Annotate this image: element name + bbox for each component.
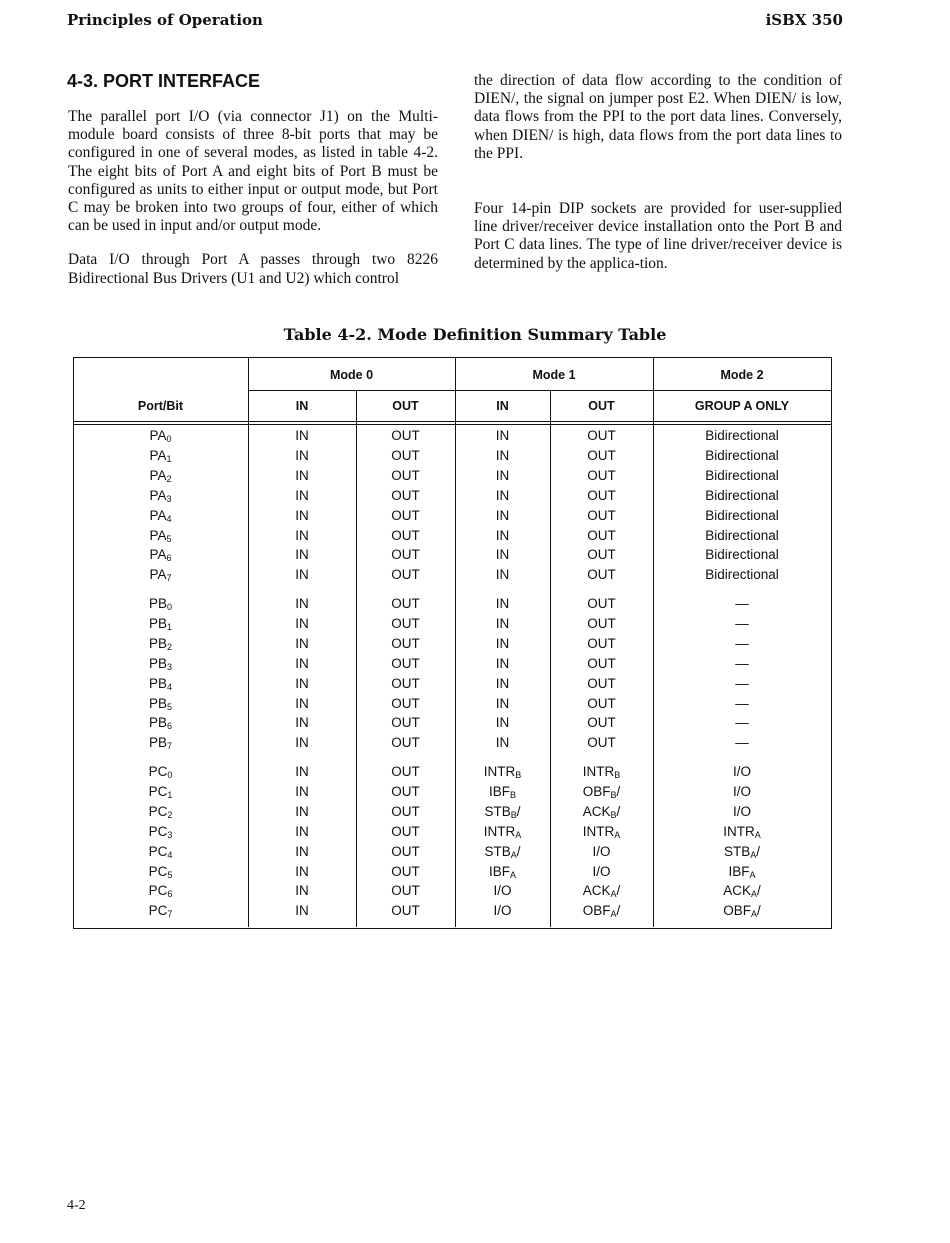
cell-mode0-in: IN <box>295 803 309 819</box>
cell-mode1-out: $OBF_A/$ <box>582 903 621 920</box>
cell-mode2: $INTR_A$ <box>723 823 761 840</box>
cell-mode1-out: OUT <box>587 695 616 711</box>
cell-mode2: — <box>735 615 749 631</box>
cell-mode1-in: IN <box>495 715 510 731</box>
cell-mode1-out: OUT <box>587 527 616 543</box>
cell-mode2: — <box>735 735 749 751</box>
paragraph-port-io: The parallel port I/O (via connector J1) on the Multi-module board consists of three 8-bit ports that may be configured in one of several modes, as listed in table 4-2. The eight bits of Port A and eight bits of Port B must be configured as units to either input or output mode, but Port C may be broken into two groups of four, either of which can be used in input and/or output mode. <box>68 108 438 235</box>
header-mode-1: Mode 1 <box>532 368 576 382</box>
cell-mode0-out: OUT <box>391 428 420 443</box>
cell-mode2: Bidirectional <box>705 447 779 463</box>
cell-mode1-in: IN <box>495 527 510 543</box>
cell-mode1-out: OUT <box>587 635 616 651</box>
cell-mode1-out: $OBF_B/$ <box>582 783 621 800</box>
cell-mode0-out: OUT <box>391 903 420 919</box>
cell-mode1-out: OUT <box>587 567 616 583</box>
right-text-column <box>474 72 842 273</box>
cell-mode1-in: I/O <box>493 883 512 899</box>
cell-mode0-out: OUT <box>391 547 420 563</box>
header-mode1-out: OUT <box>588 399 615 413</box>
cell-mode0-out: OUT <box>391 467 420 483</box>
cell-mode0-out: OUT <box>391 803 420 819</box>
cell-mode2: Bidirectional <box>705 487 779 503</box>
cell-mode1-out: $ACK_B/$ <box>582 803 621 820</box>
cell-mode2: Bidirectional <box>705 547 779 563</box>
header-rule-lower <box>73 421 831 422</box>
cell-mode2: I/O <box>732 764 751 779</box>
cell-mode0-in: IN <box>295 843 309 859</box>
header-rule-double <box>73 424 831 425</box>
cell-mode0-in: IN <box>295 547 309 563</box>
cell-mode0-out: OUT <box>391 635 420 651</box>
cell-mode0-in: IN <box>295 507 309 523</box>
running-header-left: Principles of Operation <box>67 11 263 29</box>
cell-port-bit: $PC_2$ <box>148 803 173 820</box>
cell-mode2: — <box>735 675 749 691</box>
cell-mode0-in: IN <box>295 783 309 799</box>
cell-mode2: $IBF_A$ <box>728 863 756 880</box>
cell-mode0-in: IN <box>295 863 309 879</box>
cell-mode1-out: OUT <box>587 715 616 731</box>
cell-port-bit: $PC_5$ <box>148 863 173 880</box>
cell-mode2: I/O <box>732 803 751 819</box>
cell-port-bit: $PC_6$ <box>148 883 173 900</box>
header-mode1-in: IN <box>496 399 509 413</box>
cell-mode1-in: IN <box>495 507 510 523</box>
cell-mode0-in: IN <box>295 675 309 691</box>
cell-mode1-in: IN <box>495 615 510 631</box>
cell-mode1-out: OUT <box>587 615 616 631</box>
cell-mode2: $STB_A/$ <box>723 843 761 860</box>
cell-port-bit: $PB_3$ <box>148 655 173 672</box>
table-title: Table 4-2. Mode Definition Summary Table <box>283 325 667 344</box>
cell-mode1-in: IN <box>495 675 510 691</box>
cell-mode0-out: OUT <box>391 615 420 631</box>
cell-port-bit: $PB_4$ <box>148 675 173 692</box>
cell-mode0-out: OUT <box>391 507 420 523</box>
cell-mode2: Bidirectional <box>705 507 779 523</box>
cell-port-bit: $PC_7$ <box>148 903 173 920</box>
cell-mode0-in: IN <box>295 635 309 651</box>
cell-mode1-in: IN <box>495 428 510 443</box>
cell-mode2: Bidirectional <box>705 527 779 543</box>
cell-mode0-out: OUT <box>391 567 420 583</box>
cell-mode0-in: IN <box>295 527 309 543</box>
cell-mode1-in: $INTR_B$ <box>483 764 522 780</box>
section-title: 4-3. PORT INTERFACE <box>67 71 261 91</box>
cell-mode0-out: OUT <box>391 695 420 711</box>
cell-port-bit: $PA_4$ <box>149 507 172 524</box>
cell-port-bit: $PB_2$ <box>148 635 173 652</box>
cell-port-bit: $PA_2$ <box>149 467 172 484</box>
cell-mode0-in: IN <box>295 883 309 899</box>
cell-mode1-out: $INTR_A$ <box>582 823 621 840</box>
cell-mode0-in: IN <box>295 428 309 443</box>
cell-port-bit: $PA_0$ <box>149 428 172 444</box>
cell-mode1-out: OUT <box>587 447 616 463</box>
cell-mode0-in: IN <box>295 596 309 611</box>
cell-port-bit: $PC_0$ <box>148 764 173 780</box>
cell-mode1-out: OUT <box>587 655 616 671</box>
cell-mode1-in: $STB_B/$ <box>484 803 521 820</box>
cell-mode1-in: $IBF_B$ <box>488 783 517 800</box>
header-mode0-out: OUT <box>392 399 419 413</box>
cell-mode0-in: IN <box>295 823 309 839</box>
cell-mode1-in: IN <box>495 547 510 563</box>
cell-mode0-out: OUT <box>391 527 420 543</box>
cell-mode0-in: IN <box>295 467 309 483</box>
paragraph-data-direction: the direction of data flow according to the condition of DIEN/, the signal on jumper post E2. When DIEN/ is low, data flows from the PPI to the port data lines. Conversely, when DIEN/ is high, data flows from the port data lines to the PPI. <box>474 72 842 162</box>
cell-mode0-out: OUT <box>391 715 420 731</box>
cell-mode2: I/O <box>732 783 751 799</box>
cell-mode0-out: OUT <box>391 735 420 751</box>
header-mode2-group-a: GROUP A ONLY <box>694 399 790 413</box>
cell-port-bit: $PC_4$ <box>148 843 173 860</box>
cell-mode1-out: OUT <box>587 675 616 691</box>
cell-port-bit: $PA_7$ <box>149 567 172 584</box>
cell-mode1-in: I/O <box>493 903 512 919</box>
cell-mode2: $ACK_A/$ <box>723 883 761 900</box>
cell-mode1-in: IN <box>495 447 510 463</box>
cell-mode1-in: IN <box>495 635 510 651</box>
cell-port-bit: $PB_1$ <box>148 615 173 632</box>
cell-mode0-out: OUT <box>391 596 420 611</box>
cell-port-bit: $PB_7$ <box>148 735 173 752</box>
cell-mode0-out: OUT <box>391 447 420 463</box>
cell-mode0-in: IN <box>295 655 309 671</box>
cell-mode2: $OBF_A/$ <box>723 903 761 920</box>
cell-mode1-out: OUT <box>587 467 616 483</box>
cell-mode2: Bidirectional <box>705 467 779 483</box>
cell-mode1-out: OUT <box>587 547 616 563</box>
cell-mode0-out: OUT <box>391 783 420 799</box>
cell-mode1-in: $IBF_A$ <box>488 863 517 880</box>
mode-definition-table <box>73 357 832 929</box>
cell-mode1-in: IN <box>495 655 510 671</box>
cell-mode0-in: IN <box>295 764 309 779</box>
cell-mode2: Bidirectional <box>705 428 779 443</box>
cell-port-bit: $PA_3$ <box>149 487 172 504</box>
cell-mode1-out: OUT <box>587 428 616 443</box>
cell-mode1-out: OUT <box>587 487 616 503</box>
header-mode-0: Mode 0 <box>329 368 374 382</box>
cell-mode1-in: $INTR_A$ <box>483 823 522 840</box>
paragraph-data-io: Data I/O through Port A passes through two 8226 Bidirectional Bus Drivers (U1 and U2) which control <box>68 251 438 287</box>
cell-mode0-out: OUT <box>391 843 420 859</box>
cell-port-bit: $PA_1$ <box>149 447 172 464</box>
paragraph-dip-sockets: Four 14-pin DIP sockets are provided for user-supplied line driver/receiver device installation onto the Port B and Port C data lines. The type of line driver/receiver device is determined by the applica-tion. <box>474 200 842 272</box>
cell-mode0-out: OUT <box>391 487 420 503</box>
header-rule-upper <box>248 390 831 391</box>
cell-mode0-in: IN <box>295 715 309 731</box>
cell-mode0-out: OUT <box>391 764 420 779</box>
cell-mode2: — <box>735 715 749 731</box>
cell-port-bit: $PA_5$ <box>149 527 172 544</box>
cell-port-bit: $PC_3$ <box>148 823 173 840</box>
cell-mode0-out: OUT <box>391 823 420 839</box>
cell-port-bit: $PC_1$ <box>148 783 173 800</box>
page-number: 4-2 <box>67 1198 86 1213</box>
cell-mode2: — <box>735 695 749 711</box>
cell-mode0-out: OUT <box>391 675 420 691</box>
cell-mode2: — <box>735 596 749 611</box>
cell-mode1-in: IN <box>495 567 510 583</box>
cell-mode1-out: I/O <box>592 843 611 859</box>
cell-mode2: Bidirectional <box>705 567 779 583</box>
cell-port-bit: $PA_6$ <box>149 547 172 564</box>
header-mode-2: Mode 2 <box>720 368 764 382</box>
cell-mode0-in: IN <box>295 567 309 583</box>
cell-mode1-in: IN <box>495 467 510 483</box>
cell-mode0-out: OUT <box>391 883 420 899</box>
cell-mode1-out: $INTR_B$ <box>582 764 621 780</box>
cell-mode1-out: OUT <box>587 507 616 523</box>
left-text-column <box>68 108 438 288</box>
cell-mode1-out: OUT <box>587 596 616 611</box>
header-port-bit: Port/Bit <box>137 399 184 413</box>
cell-mode1-in: IN <box>495 735 510 751</box>
cell-mode0-in: IN <box>295 695 309 711</box>
cell-mode1-out: $ACK_A/$ <box>582 883 621 900</box>
cell-mode0-in: IN <box>295 735 309 751</box>
cell-mode1-in: IN <box>495 596 510 611</box>
cell-port-bit: $PB_6$ <box>148 715 173 732</box>
header-mode0-in: IN <box>295 399 309 413</box>
cell-mode1-in: IN <box>495 487 510 503</box>
cell-port-bit: $PB_5$ <box>148 695 173 712</box>
cell-mode1-in: IN <box>495 695 510 711</box>
cell-port-bit: $PB_0$ <box>148 596 173 612</box>
cell-mode2: — <box>735 635 749 651</box>
cell-mode1-in: $STB_A/$ <box>484 843 521 860</box>
cell-mode0-in: IN <box>295 615 309 631</box>
cell-mode0-out: OUT <box>391 655 420 671</box>
cell-mode1-out: I/O <box>592 863 611 879</box>
cell-mode0-out: OUT <box>391 863 420 879</box>
cell-mode1-out: OUT <box>587 735 616 751</box>
cell-mode0-in: IN <box>295 487 309 503</box>
cell-mode2: — <box>735 655 749 671</box>
cell-mode0-in: IN <box>295 903 309 919</box>
cell-mode0-in: IN <box>295 447 309 463</box>
running-header-right: iSBX 350 <box>765 11 843 29</box>
